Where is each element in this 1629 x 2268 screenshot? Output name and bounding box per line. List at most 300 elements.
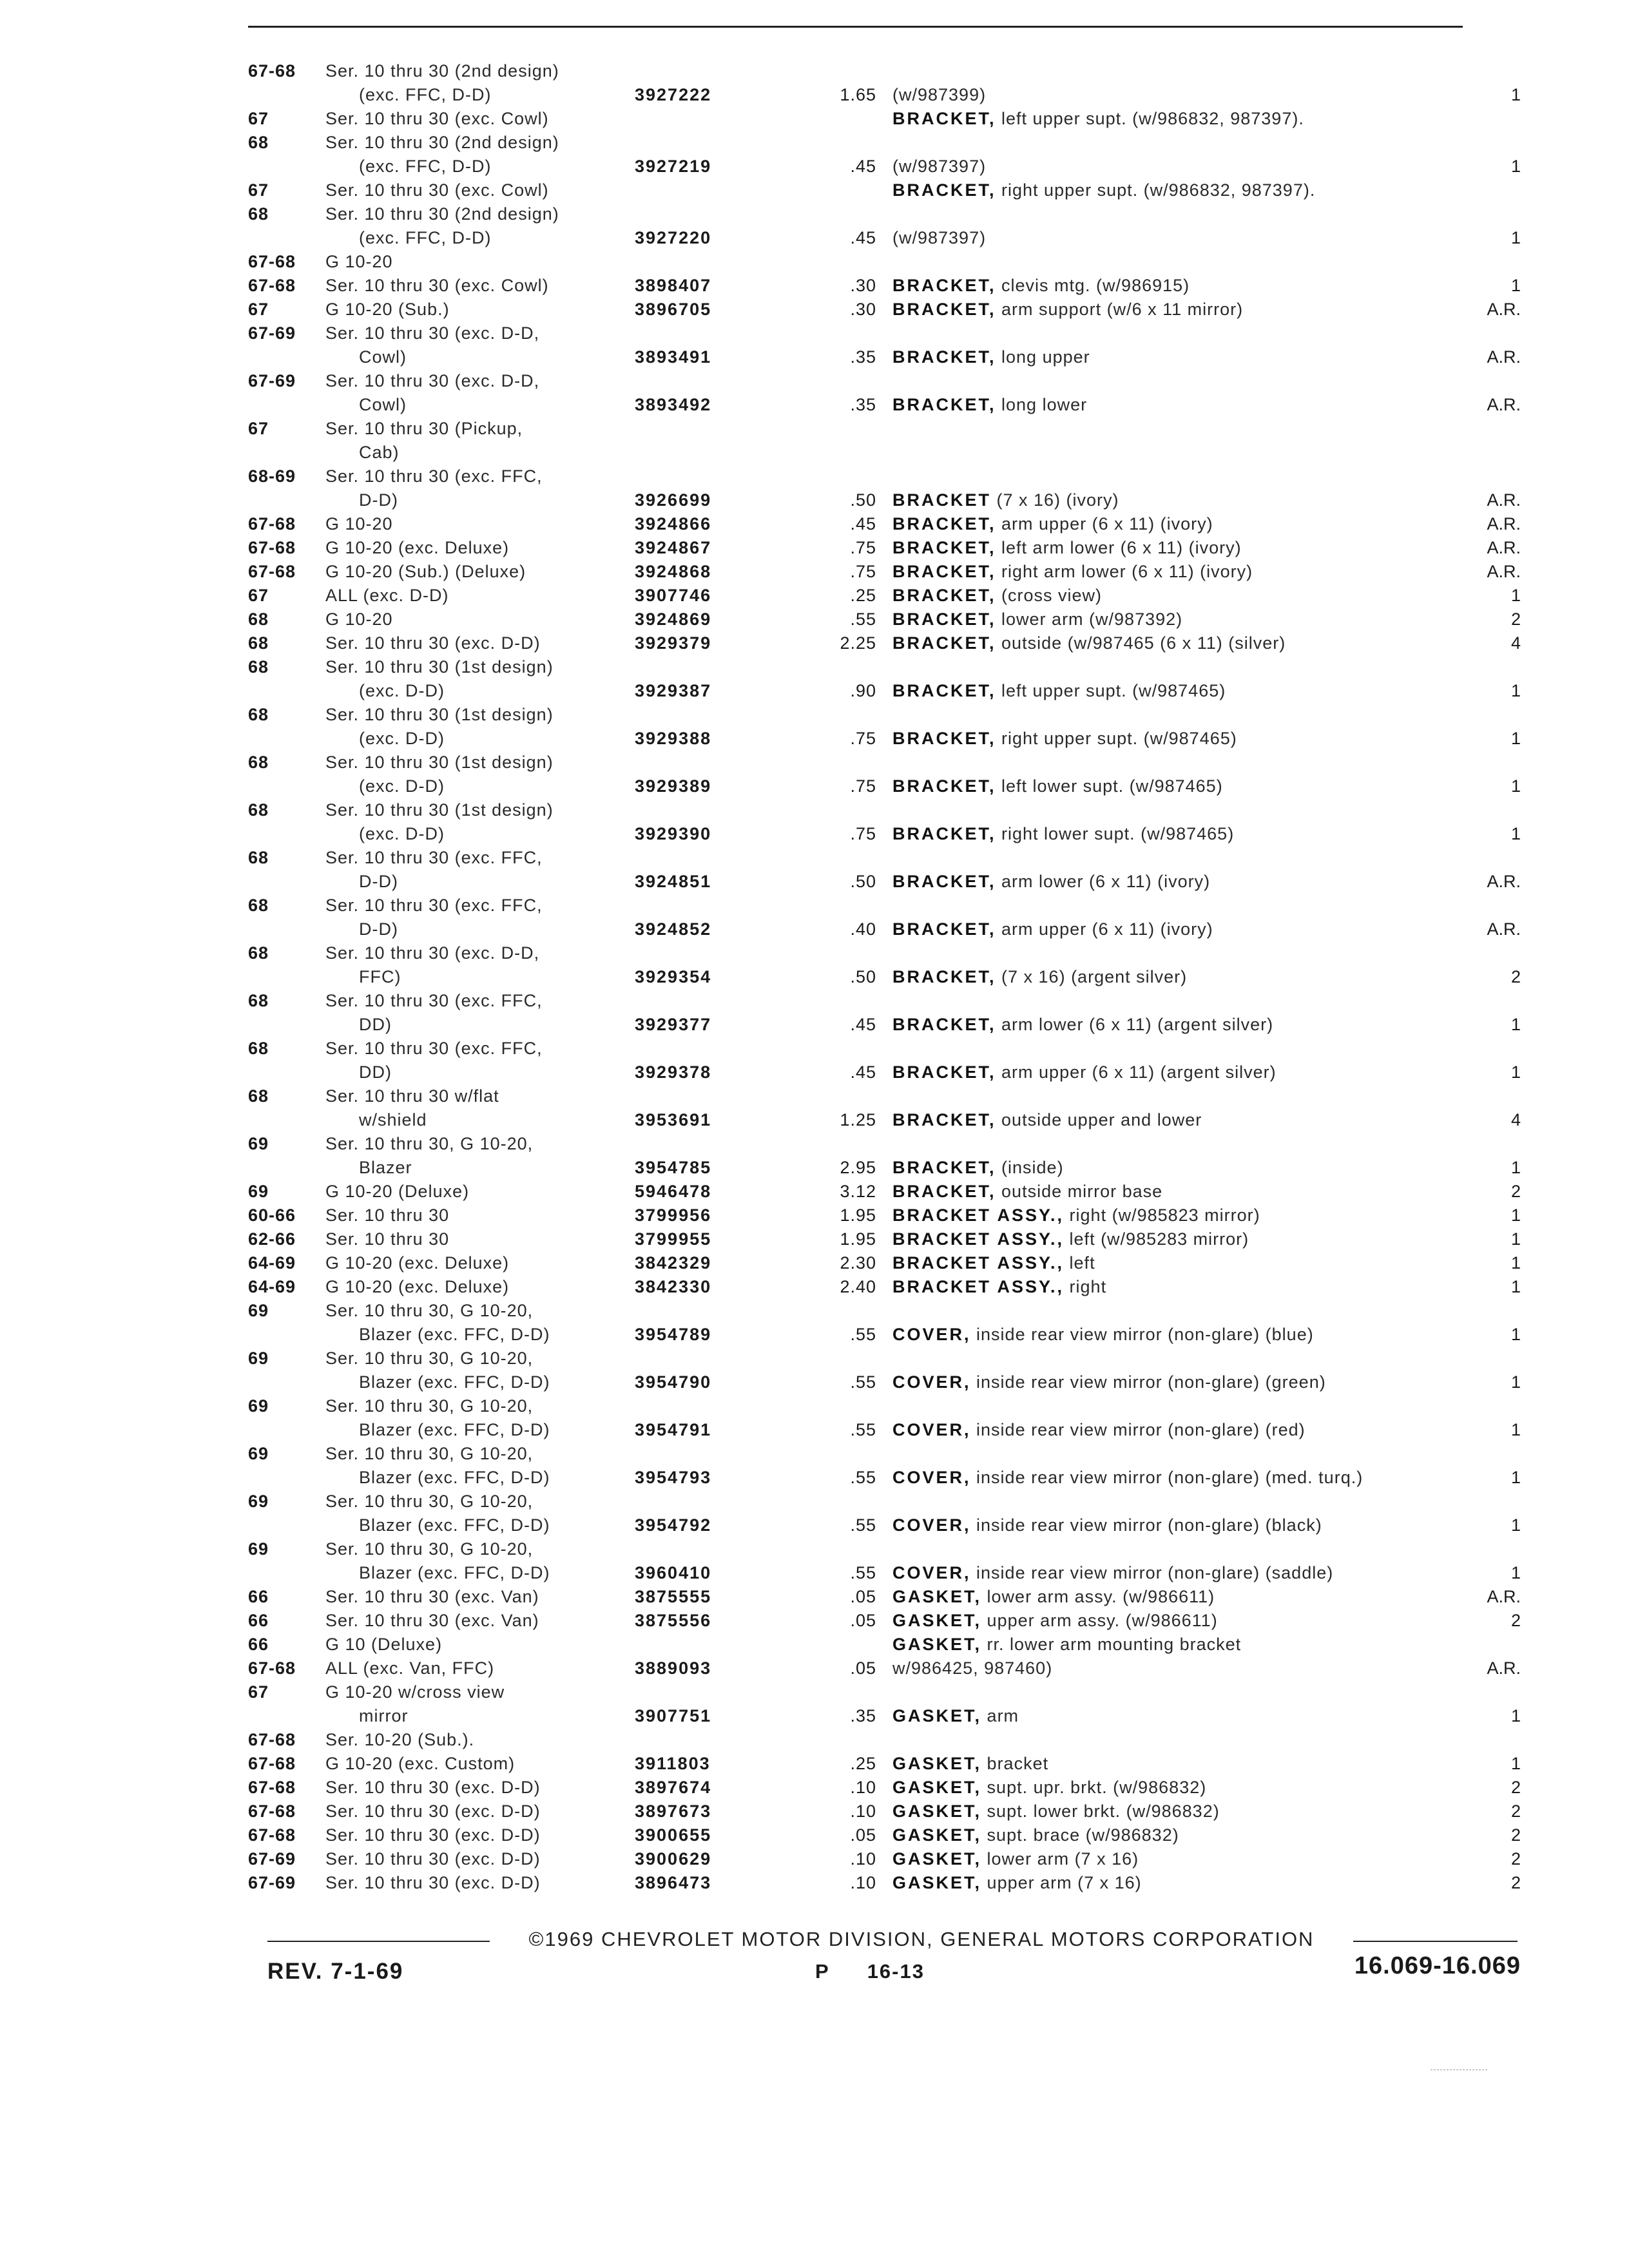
part-detail: lower arm assy. (w/986611) — [987, 1587, 1215, 1606]
model-application — [325, 1299, 583, 1347]
part-number: 3960410 — [635, 1563, 712, 1582]
part-name: BRACKET, — [892, 872, 996, 891]
part-number: 3842330 — [635, 1277, 712, 1296]
model-year: 67-68 — [248, 1658, 296, 1678]
model-application — [325, 465, 583, 512]
list-price: .55 — [850, 1563, 876, 1582]
part-detail: right (w/985823 mirror) — [1069, 1206, 1260, 1225]
model-line: Blazer (exc. FFC, D-D) — [359, 1515, 550, 1535]
list-price: .10 — [850, 1849, 876, 1869]
part-name: GASKET, — [892, 1587, 982, 1606]
table-row — [248, 1490, 1521, 1537]
part-number: 3911803 — [635, 1754, 711, 1773]
part-description — [892, 774, 1460, 798]
part-detail: supt. upr. brkt. (w/986832) — [987, 1778, 1207, 1797]
model-year: 67-69 — [248, 371, 296, 390]
part-number: 3799956 — [635, 1206, 712, 1225]
part-description — [892, 1180, 1460, 1204]
part-number: 3875556 — [635, 1611, 712, 1630]
part-detail: (cross view) — [1001, 586, 1103, 605]
part-description — [892, 1418, 1460, 1442]
quantity: 2 — [1510, 1182, 1521, 1201]
model-application — [325, 59, 583, 107]
part-detail: right upper supt. (w/987465) — [1001, 729, 1237, 748]
quantity: 1 — [1510, 1468, 1521, 1487]
list-price: .05 — [850, 1611, 876, 1630]
model-line: G 10-20 (exc. Deluxe) — [325, 1253, 510, 1273]
quantity: 2 — [1510, 967, 1521, 986]
model-application — [325, 1442, 583, 1490]
model-application — [325, 274, 583, 298]
model-line: Blazer (exc. FFC, D-D) — [359, 1563, 550, 1582]
part-number: 3924867 — [635, 538, 712, 557]
model-year: 60-66 — [248, 1206, 296, 1225]
part-description — [892, 298, 1460, 322]
part-name: BRACKET, — [892, 824, 996, 843]
quantity: 1 — [1510, 1277, 1521, 1296]
part-description — [892, 488, 1460, 512]
part-detail: bracket — [987, 1754, 1049, 1773]
table-row — [248, 1204, 1521, 1227]
model-application — [325, 1633, 583, 1657]
model-year: 64-69 — [248, 1253, 296, 1273]
table-row — [248, 1251, 1521, 1275]
model-application — [325, 250, 583, 274]
part-number: 3897673 — [635, 1802, 712, 1821]
model-line: Ser. 10 thru 30 (exc. D-D) — [325, 633, 541, 653]
table-row — [248, 1180, 1521, 1204]
model-year: 67-69 — [248, 1873, 296, 1892]
model-year: 69 — [248, 1492, 269, 1511]
model-application — [325, 608, 583, 631]
table-row — [248, 369, 1521, 417]
model-line: Ser. 10 thru 30 (1st design) — [325, 657, 554, 677]
part-name: BRACKET, — [892, 610, 996, 629]
list-price: .75 — [850, 824, 876, 843]
model-year: 67 — [248, 180, 269, 200]
part-number: 3907751 — [635, 1706, 712, 1725]
model-application — [325, 1037, 583, 1084]
list-price: .45 — [850, 157, 876, 176]
model-line: Cowl) — [359, 347, 407, 367]
part-detail: arm support (w/6 x 11 mirror) — [1001, 300, 1244, 319]
part-name: BRACKET, — [892, 1158, 996, 1177]
list-price: .35 — [850, 395, 876, 414]
table-row — [248, 584, 1521, 608]
part-number: 3924852 — [635, 919, 712, 939]
part-detail: lower arm (7 x 16) — [987, 1849, 1139, 1869]
list-price: .35 — [850, 1706, 876, 1725]
table-row — [248, 131, 1521, 178]
part-description — [892, 584, 1460, 608]
model-line: D-D) — [359, 490, 398, 510]
part-description — [892, 1251, 1460, 1275]
model-line: Blazer — [359, 1158, 412, 1177]
part-number: 3900655 — [635, 1825, 712, 1845]
model-application — [325, 1251, 583, 1275]
table-row — [248, 1537, 1521, 1585]
quantity: 1 — [1510, 1206, 1521, 1225]
list-price: .55 — [850, 1420, 876, 1439]
model-line: Ser. 10 thru 30 (exc. D-D, — [325, 323, 540, 343]
part-description — [892, 155, 1460, 178]
model-line: Ser. 10 thru 30 (2nd design) — [325, 61, 559, 81]
part-description — [892, 822, 1460, 846]
quantity: 1 — [1510, 776, 1521, 796]
table-row — [248, 322, 1521, 369]
table-row — [248, 1299, 1521, 1347]
model-year: 62-66 — [248, 1229, 296, 1249]
table-row — [248, 1680, 1521, 1728]
part-detail: left (w/985283 mirror) — [1069, 1229, 1249, 1249]
model-line: Ser. 10 thru 30 (1st design) — [325, 753, 554, 772]
table-row — [248, 941, 1521, 989]
page-letter: P — [815, 1960, 830, 1983]
part-name: BRACKET, — [892, 1182, 996, 1201]
model-line: ALL (exc. D-D) — [325, 586, 449, 605]
quantity: 4 — [1510, 633, 1521, 653]
list-price: .25 — [850, 586, 876, 605]
part-name: BRACKET, — [892, 347, 996, 367]
list-price: .40 — [850, 919, 876, 939]
model-line: ALL (exc. Van, FFC) — [325, 1658, 495, 1678]
model-line: Blazer (exc. FFC, D-D) — [359, 1420, 550, 1439]
model-line: FFC) — [359, 967, 401, 986]
model-application — [325, 1776, 583, 1800]
part-name: GASKET, — [892, 1849, 982, 1869]
part-detail: arm lower (6 x 11) (argent silver) — [1001, 1015, 1274, 1034]
quantity: 1 — [1510, 85, 1521, 104]
list-price: .50 — [850, 967, 876, 986]
quantity: 1 — [1510, 586, 1521, 605]
model-application — [325, 1752, 583, 1776]
table-row — [248, 1585, 1521, 1609]
part-name: GASKET, — [892, 1825, 982, 1845]
part-detail: inside rear view mirror (non-glare) (green) — [976, 1372, 1326, 1392]
part-description — [892, 226, 1460, 250]
part-detail: outside upper and lower — [1001, 1110, 1202, 1129]
model-year: 69 — [248, 1134, 269, 1153]
model-line: w/shield — [359, 1110, 427, 1129]
part-name: BRACKET, — [892, 919, 996, 939]
model-year: 68 — [248, 610, 269, 629]
table-row — [248, 536, 1521, 560]
model-line: Ser. 10 thru 30 (1st design) — [325, 705, 554, 724]
model-line: Ser. 10 thru 30, G 10-20, — [325, 1492, 534, 1511]
model-year: 67-69 — [248, 1849, 296, 1869]
model-line: Ser. 10 thru 30 w/flat — [325, 1086, 499, 1106]
model-line: G 10 (Deluxe) — [325, 1635, 443, 1654]
table-row — [248, 1823, 1521, 1847]
model-line: (exc. FFC, D-D) — [359, 157, 492, 176]
part-description — [892, 1585, 1460, 1609]
part-name: BRACKET, — [892, 1110, 996, 1129]
part-detail: supt. lower brkt. (w/986832) — [987, 1802, 1220, 1821]
model-line: Ser. 10-20 (Sub.). — [325, 1730, 475, 1749]
part-description — [892, 1323, 1460, 1347]
model-line: DD) — [359, 1015, 392, 1034]
part-detail: inside rear view mirror (non-glare) (black) — [976, 1515, 1322, 1535]
part-description — [892, 727, 1460, 751]
table-row — [248, 59, 1521, 107]
list-price: 2.40 — [840, 1277, 876, 1296]
quantity: 1 — [1510, 1229, 1521, 1249]
model-application — [325, 941, 583, 989]
part-description — [892, 918, 1460, 941]
part-number: 3953691 — [635, 1110, 712, 1129]
quantity: 2 — [1510, 1849, 1521, 1869]
part-name: GASKET, — [892, 1635, 982, 1654]
part-name: BRACKET, — [892, 180, 996, 200]
quantity: A.R. — [1487, 514, 1521, 533]
part-name: COVER, — [892, 1468, 971, 1487]
table-row — [248, 178, 1521, 202]
part-name: BRACKET — [892, 490, 991, 510]
model-line: Ser. 10 thru 30 (exc. D-D) — [325, 1849, 541, 1869]
model-application — [325, 894, 583, 941]
page-number-value: 16-13 — [867, 1960, 925, 1983]
part-detail: long upper — [1001, 347, 1090, 367]
quantity: 2 — [1510, 610, 1521, 629]
part-description — [892, 536, 1460, 560]
model-year: 67-68 — [248, 514, 296, 533]
quantity: A.R. — [1487, 300, 1521, 319]
list-price: .55 — [850, 1515, 876, 1535]
part-detail: upper arm (7 x 16) — [987, 1873, 1142, 1892]
model-line: G 10-20 (Sub.) — [325, 300, 450, 319]
model-line: Ser. 10 thru 30 (exc. D-D) — [325, 1873, 541, 1892]
copyright-notice: ©1969 CHEVROLET MOTOR DIVISION, GENERAL MOTORS CORPORATION — [490, 1928, 1353, 1951]
model-year: 66 — [248, 1587, 269, 1606]
model-line: Ser. 10 thru 30, G 10-20, — [325, 1134, 534, 1153]
part-description — [892, 1514, 1460, 1537]
quantity: 4 — [1510, 1110, 1521, 1129]
table-row — [248, 798, 1521, 846]
model-application — [325, 417, 583, 465]
part-name: GASKET, — [892, 1873, 982, 1892]
part-description — [892, 1108, 1460, 1132]
model-line: Ser. 10 thru 30 (exc. D-D, — [325, 371, 540, 390]
table-row — [248, 751, 1521, 798]
model-year: 67-68 — [248, 1825, 296, 1845]
part-detail: supt. brace (w/986832) — [987, 1825, 1179, 1845]
model-application — [325, 369, 583, 417]
table-row — [248, 1657, 1521, 1680]
quantity: 1 — [1510, 1253, 1521, 1273]
model-line: Blazer (exc. FFC, D-D) — [359, 1468, 550, 1487]
model-line: Ser. 10 thru 30, G 10-20, — [325, 1301, 534, 1320]
parts-list — [248, 59, 1521, 1895]
part-detail: left upper supt. (w/986832, 987397). — [1001, 109, 1304, 128]
model-line: Ser. 10 thru 30 (exc. D-D, — [325, 943, 540, 963]
part-name: COVER, — [892, 1420, 971, 1439]
model-application — [325, 1585, 583, 1609]
list-price: .05 — [850, 1658, 876, 1678]
part-name: GASKET, — [892, 1754, 982, 1773]
model-line: Ser. 10 thru 30 (exc. Cowl) — [325, 180, 549, 200]
model-application — [325, 751, 583, 798]
model-year: 67-69 — [248, 323, 296, 343]
part-detail: (7 x 16) (argent silver) — [1001, 967, 1188, 986]
list-price: 2.95 — [840, 1158, 876, 1177]
model-application — [325, 1227, 583, 1251]
model-year: 68 — [248, 991, 269, 1010]
model-line: Ser. 10 thru 30 (1st design) — [325, 800, 554, 820]
quantity: 1 — [1510, 681, 1521, 700]
model-line: G 10-20 (Deluxe) — [325, 1182, 470, 1201]
part-detail: arm upper (6 x 11) (ivory) — [1001, 919, 1213, 939]
model-year: 68 — [248, 1086, 269, 1106]
model-year: 69 — [248, 1301, 269, 1320]
quantity: 1 — [1510, 1015, 1521, 1034]
revision-date: REV. 7-1-69 — [267, 1959, 404, 1984]
model-year: 68 — [248, 633, 269, 653]
part-name: BRACKET, — [892, 681, 996, 700]
part-description — [892, 1370, 1460, 1394]
part-detail: lower arm (w/987392) — [1001, 610, 1183, 629]
part-number: 3929379 — [635, 633, 712, 653]
table-row — [248, 1347, 1521, 1394]
table-row — [248, 1275, 1521, 1299]
quantity: 1 — [1510, 1372, 1521, 1392]
quantity: 1 — [1510, 1515, 1521, 1535]
part-number: 3954790 — [635, 1372, 712, 1392]
part-detail: inside rear view mirror (non-glare) (saddle) — [976, 1563, 1334, 1582]
part-description — [892, 107, 1460, 131]
table-row — [248, 1084, 1521, 1132]
model-line: G 10-20 (Sub.) (Deluxe) — [325, 562, 526, 581]
part-description — [892, 870, 1460, 894]
quantity: 1 — [1510, 729, 1521, 748]
quantity: A.R. — [1487, 395, 1521, 414]
model-application — [325, 703, 583, 751]
model-line: Ser. 10 thru 30 (exc. D-D) — [325, 1778, 541, 1797]
table-row — [248, 1442, 1521, 1490]
part-number: 3799955 — [635, 1229, 712, 1249]
table-row — [248, 1800, 1521, 1823]
model-year: 68 — [248, 753, 269, 772]
section-number: 16.069-16.069 — [1354, 1952, 1521, 1979]
part-description — [892, 1227, 1460, 1251]
model-application — [325, 989, 583, 1037]
model-year: 67 — [248, 1682, 269, 1702]
table-row — [248, 560, 1521, 584]
part-name: GASKET, — [892, 1706, 982, 1725]
model-line: Ser. 10 thru 30 (exc. Cowl) — [325, 276, 549, 295]
part-detail: long lower — [1001, 395, 1088, 414]
model-line: Ser. 10 thru 30 (2nd design) — [325, 133, 559, 152]
part-description — [892, 1275, 1460, 1299]
part-name: BRACKET, — [892, 1062, 996, 1082]
list-price: .55 — [850, 1372, 876, 1392]
list-price: .05 — [850, 1825, 876, 1845]
model-line: D-D) — [359, 872, 398, 891]
part-detail: left lower supt. (w/987465) — [1001, 776, 1223, 796]
part-description — [892, 512, 1460, 536]
part-description — [892, 1633, 1460, 1657]
part-name: BRACKET, — [892, 300, 996, 319]
part-number: 3875555 — [635, 1587, 712, 1606]
model-application — [325, 1275, 583, 1299]
quantity: 1 — [1510, 1062, 1521, 1082]
quantity: A.R. — [1487, 347, 1521, 367]
list-price: .10 — [850, 1778, 876, 1797]
model-application — [325, 1394, 583, 1442]
model-year: 67-68 — [248, 1730, 296, 1749]
part-name: BRACKET ASSY., — [892, 1206, 1065, 1225]
model-line: G 10-20 (exc. Deluxe) — [325, 1277, 510, 1296]
list-price: .50 — [850, 872, 876, 891]
part-description — [892, 1871, 1460, 1895]
part-description — [892, 1061, 1460, 1084]
list-price: .45 — [850, 514, 876, 533]
model-application — [325, 1180, 583, 1204]
quantity: A.R. — [1487, 490, 1521, 510]
model-year: 68 — [248, 943, 269, 963]
table-row — [248, 202, 1521, 250]
part-number: 5946478 — [635, 1182, 712, 1201]
model-application — [325, 1204, 583, 1227]
list-price: .30 — [850, 276, 876, 295]
model-line: (exc. FFC, D-D) — [359, 228, 492, 247]
part-name: BRACKET ASSY., — [892, 1229, 1065, 1249]
list-price: 3.12 — [840, 1182, 876, 1201]
quantity: 2 — [1510, 1802, 1521, 1821]
model-application — [325, 107, 583, 131]
part-description — [892, 1752, 1460, 1776]
part-name: COVER, — [892, 1325, 971, 1344]
table-row — [248, 1633, 1521, 1657]
part-description — [892, 274, 1460, 298]
model-year: 67-68 — [248, 1754, 296, 1773]
part-number: 3907746 — [635, 586, 712, 605]
table-row — [248, 250, 1521, 274]
model-application — [325, 178, 583, 202]
model-application — [325, 1490, 583, 1537]
list-price: .45 — [850, 1015, 876, 1034]
table-row — [248, 465, 1521, 512]
model-line: Ser. 10 thru 30, G 10-20, — [325, 1396, 534, 1416]
model-line: G 10-20 — [325, 610, 393, 629]
part-number: 3893491 — [635, 347, 712, 367]
part-name: BRACKET, — [892, 729, 996, 748]
list-price: .75 — [850, 776, 876, 796]
table-row — [248, 512, 1521, 536]
model-application — [325, 560, 583, 584]
model-year: 67-68 — [248, 61, 296, 81]
part-detail: arm upper (6 x 11) (argent silver) — [1001, 1062, 1277, 1082]
model-application — [325, 131, 583, 178]
model-application — [325, 1537, 583, 1585]
part-description — [892, 345, 1460, 369]
table-row — [248, 894, 1521, 941]
table-row — [248, 846, 1521, 894]
model-line: Ser. 10 thru 30 (exc. FFC, — [325, 991, 543, 1010]
model-year: 64-69 — [248, 1277, 296, 1296]
part-detail: outside mirror base — [1001, 1182, 1163, 1201]
model-line: Ser. 10 thru 30 (exc. FFC, — [325, 1039, 543, 1058]
list-price: .25 — [850, 1754, 876, 1773]
model-year: 67 — [248, 109, 269, 128]
part-description — [892, 178, 1460, 202]
part-number: 3954791 — [635, 1420, 712, 1439]
part-description — [892, 1609, 1460, 1633]
model-year: 67 — [248, 586, 269, 605]
model-line: (exc. D-D) — [359, 729, 445, 748]
model-year: 67-68 — [248, 276, 296, 295]
list-price: 1.95 — [840, 1206, 876, 1225]
model-line: Blazer (exc. FFC, D-D) — [359, 1372, 550, 1392]
